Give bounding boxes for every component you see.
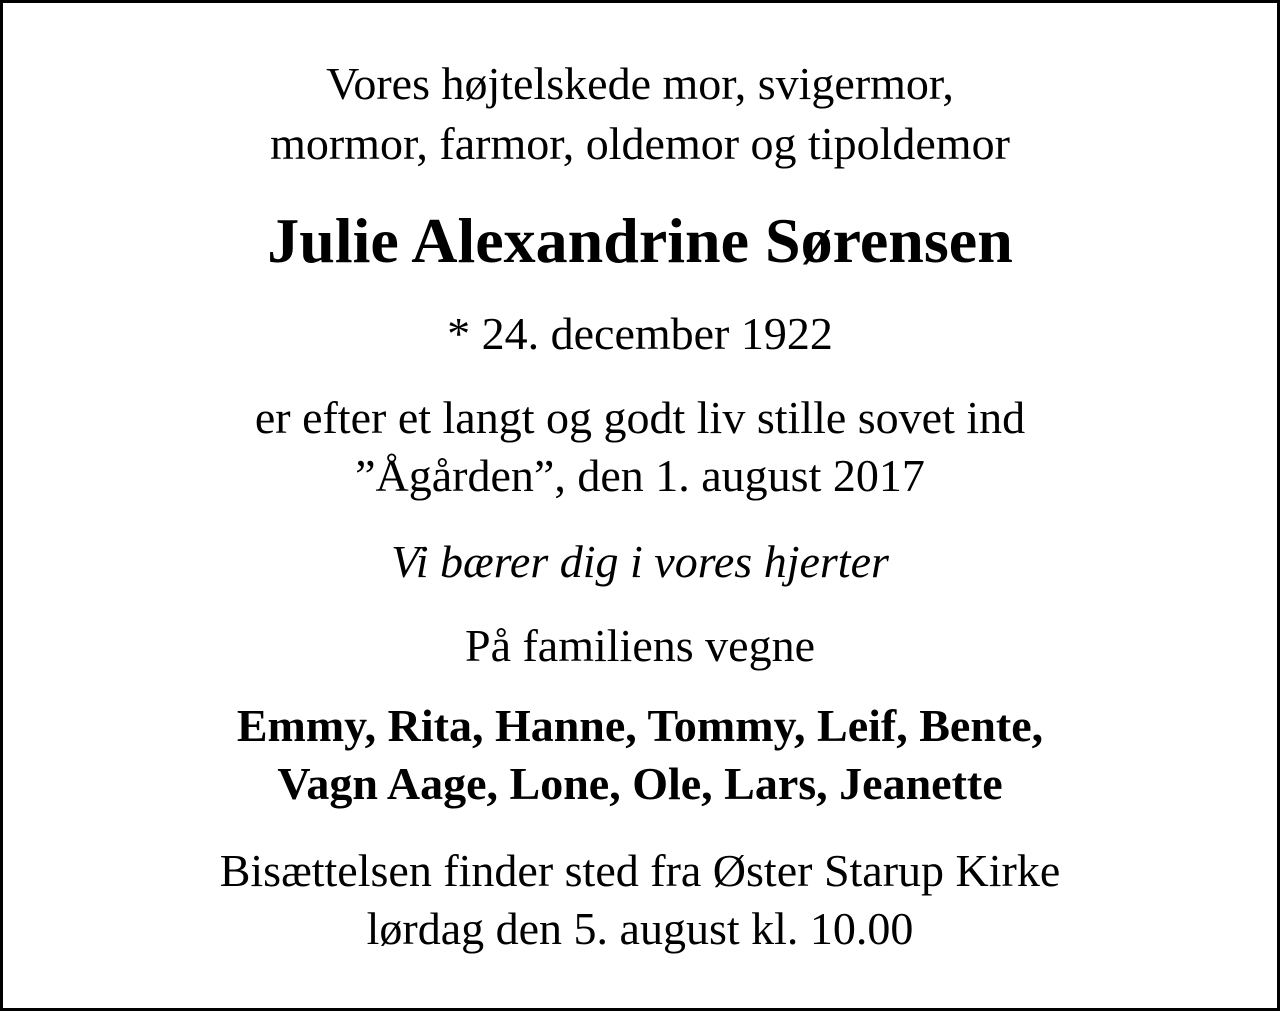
funeral-line-2: lørdag den 5. august kl. 10.00: [366, 903, 914, 954]
birth-date: * 24. december 1922: [447, 308, 833, 359]
family-names-line-1: Emmy, Rita, Hanne, Tommy, Leif, Bente,: [236, 700, 1044, 751]
death-notice: [3, 3, 1277, 1008]
memorial-verse: Vi bærer dig i vores hjerter: [391, 536, 889, 587]
on-behalf-line: På familiens vegne: [464, 620, 815, 671]
intro-line-1: Vores højtelskede mor, svigermor,: [326, 58, 954, 109]
death-line-2: ”Ågården”, den 1. august 2017: [355, 450, 925, 501]
intro-line-2: mormor, farmor, oldemor og tipoldemor: [270, 118, 1010, 169]
funeral-line-1: Bisættelsen finder sted fra Øster Starup Kirke: [219, 845, 1061, 896]
deceased-name: Julie Alexandrine Sørensen: [267, 205, 1013, 276]
family-names-line-2: Vagn Aage, Lone, Ole, Lars, Jeanette: [277, 758, 1003, 809]
death-line-1: er efter et langt og godt liv stille sovet ind: [254, 392, 1026, 443]
